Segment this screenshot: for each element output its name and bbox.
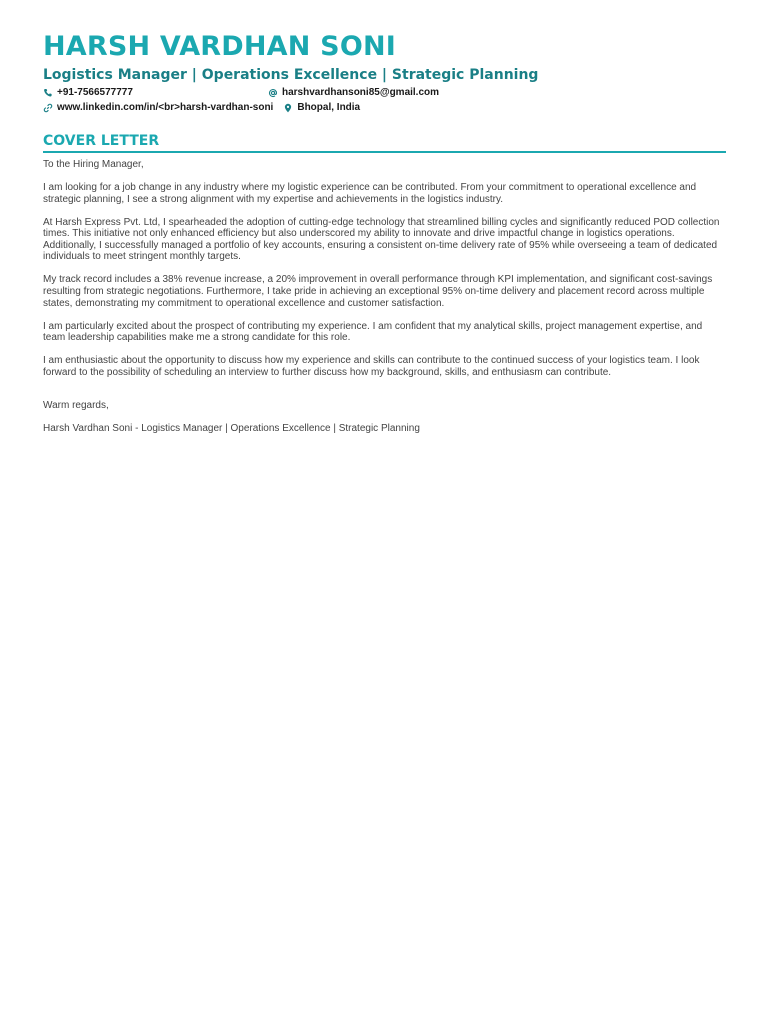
contact-row-1: [43, 85, 726, 100]
letter-paragraph-1: I am looking for a job change in any industry where my logistic experience can be contributed. From your commitment to operational excellence and strategic planning, I see a strong alignment with my expertise and achievements in the logistics industry.: [43, 181, 697, 205]
letter-paragraph-5: I am enthusiastic about the opportunity to discuss how my experience and skills can contribute to the continued success of your logistics team. I look forward to the possibility of scheduling an interview to further discuss how my background, skills, and enthusiasm can contribute.: [43, 355, 700, 378]
letter-paragraph-4: I am particularly excited about the prospect of contributing my experience. I am confident that my analytical skills, project management expertise, and team leadership capabilities make me a strong candidate for this role.: [43, 320, 703, 344]
phone-icon: [43, 88, 53, 98]
location-text: Bhopal, India: [297, 102, 361, 113]
professional-headline: Logistics Manager | Operations Excellence | Strategic Planning: [43, 67, 539, 83]
linkedin-contact[interactable]: [43, 100, 273, 115]
salutation: To the Hiring Manager,: [43, 159, 144, 170]
cover-letter-body: [43, 159, 726, 435]
email-contact[interactable]: [268, 85, 439, 100]
at-icon: [268, 88, 278, 98]
contact-row-2: [43, 100, 726, 115]
candidate-name: HARSH VARDHAN SONI: [43, 31, 397, 62]
location-contact: [283, 100, 360, 115]
phone-contact[interactable]: [43, 85, 268, 100]
closing: Warm regards,: [43, 400, 109, 412]
link-icon: [43, 103, 53, 113]
signature: Harsh Vardhan Soni - Logistics Manager | Operations Excellence | Strategic Planning: [43, 423, 420, 435]
linkedin-url: www.linkedin.com/in/<br>harsh-vardhan-soni: [57, 102, 274, 113]
letter-paragraph-3: My track record includes a 38% revenue increase, a 20% improvement in overall performance through KPI implementation, and significant cost-savings resulting from strategic negotiations. Furthermore, I take pride in achieving an exceptional 95% on-time delivery and placement record across multiple states, demonstrating my commitment to operational excellence and customer satisfaction.: [43, 274, 713, 309]
email-address: harshvardhansoni85@gmail.com: [282, 87, 440, 98]
letter-paragraph-2: At Harsh Express Pvt. Ltd, I spearheaded the adoption of cutting-edge technology that streamlined billing cycles and significantly reduced POD collection times. This initiative not only enhanced efficiency but also underscored my ability to innovate and drive impactful change in logistics operations. Additionally, I successfully managed a portfolio of key accounts, ensuring a consistent on-time delivery rate of 95% while overseeing a team of dedicated individuals to meet stringent monthly targets.: [43, 216, 720, 263]
map-pin-icon: [283, 103, 293, 113]
phone-number: +91-7566577777: [57, 87, 133, 98]
resume-page: [43, 30, 726, 446]
section-title-cover-letter: COVER LETTER: [43, 132, 726, 153]
